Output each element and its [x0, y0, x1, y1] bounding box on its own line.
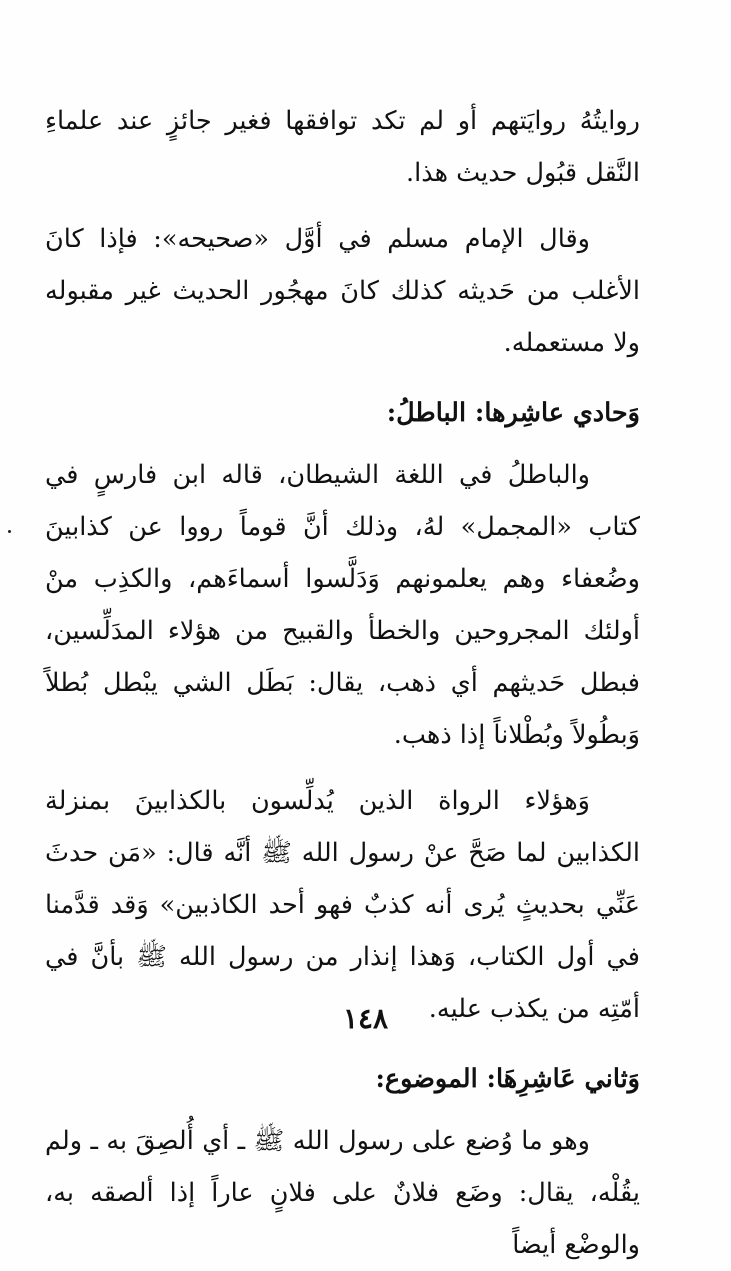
section-heading-batil: وَحادي عاشِرها: الباطلُ: — [386, 398, 640, 428]
margin-dot — [8, 530, 11, 533]
page-number: ١٤٨ — [342, 1002, 389, 1035]
paragraph-1: روايتُهُ روايَتهم أو لم تكد توافقها فغير جائزٍ عند علماءِ النَّقل قبُول حديث هذا. — [45, 106, 640, 188]
paragraph-2: وقال الإمام مسلم في أوَّل «صحيحه»: فإذا كانَ الأغلب من حَديثه كذلك كانَ مهجُور الحديث غير مقبوله ولا مستعمله. — [45, 224, 640, 358]
paragraph-3: والباطلُ في اللغة الشيطان، قاله ابن فارسٍ في كتاب «المجمل» لهُ، وذلك أنَّ قوماً رووا عن كذابينَ وضُعفاء وهم يعلمونهم وَدَلَّسوا أسماءَهم، والكذِب منْ أولئك المجروحين والخطأ والقبيح من هؤلاء المدَلِّسين، فبطل حَديثهم أي ذهب، يقال: بَطَل الشي يبْطل بُطلاً وَبطُولاً وبُطْلاناً إذا ذهب. — [45, 460, 640, 750]
section-heading-mawdu: وَثاني عَاشِرِهَا: الموضوع: — [375, 1064, 640, 1094]
paragraph-5: وهو ما وُضع على رسول الله ﷺ ـ أي أُلصِقَ به ـ ولم يقُلْه، يقال: وضَع فلانٌ على فلانٍ عاراً إذا ألصقه به، والوضْع أيضاً — [45, 1126, 640, 1260]
paragraph-4: وَهؤلاء الرواة الذين يُدلِّسون بالكذابينَ بمنزلة الكذابين لما صَحَّ عنْ رسول الله ﷺ أنَّه قال: «مَن حدثَ عَنِّي بحديثٍ يُرى أنه كذبٌ فهو أحد الكاذبين» وَقد قدَّمنا في أول الكتاب، وَهذا إنذار من رسول الله ﷺ بأنَّ في أمّتِه من يكذب عليه. — [45, 786, 640, 1024]
